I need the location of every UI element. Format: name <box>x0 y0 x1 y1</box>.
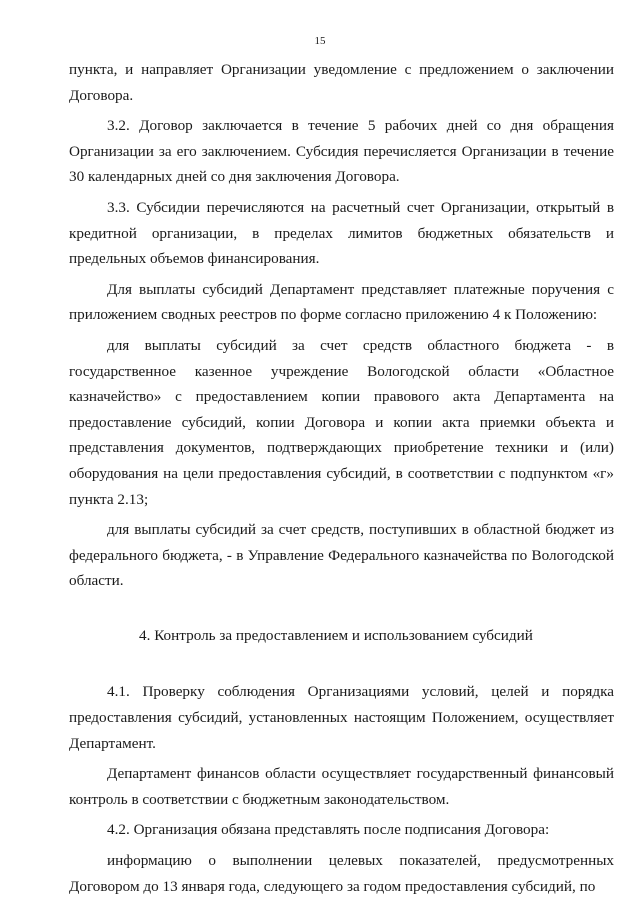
paragraph: 3.2. Договор заключается в течение 5 рабочих дней со дня обращения Организации за его заключением. Субсидия перечисляется Организации в течение 30 календарных дней со дня заключения Договора. <box>69 117 614 186</box>
paragraph: информацию о выполнении целевых показателей, предусмотренных Договором до 13 января года, следующего за годом предоставления субсидий, по <box>69 852 614 895</box>
paragraph: Для выплаты субсидий Департамент представляет платежные поручения с приложением сводных реестров по форме согласно приложению 4 к Положению: <box>69 280 614 324</box>
page-number: 15 <box>314 35 326 47</box>
paragraph: 4.1. Проверку соблюдения Организациями условий, целей и порядка предоставления субсидий, установленных настоящим Положением, осуществляет Департамент. <box>69 683 614 752</box>
document-body <box>69 57 614 904</box>
paragraph: Департамент финансов области осуществляет государственный финансовый контроль в соответствии с бюджетным законодательством. <box>69 765 614 808</box>
paragraph: 4.2. Организация обязана представлять после подписания Договора: <box>107 821 550 839</box>
paragraph: для выплаты субсидий за счет средств, поступивших в областной бюджет из федерального бюджета, - в Управление Федерального казначейства по Вологодской области. <box>69 521 614 590</box>
paragraph: пункта, и направляет Организации уведомление с предложением о заключении Договора. <box>69 61 614 104</box>
paragraph: для выплаты субсидий за счет средств областного бюджета - в государственное казенное учреждение Вологодской области «Областное казначейство» с предоставлением копии правового акта Департамента на предоставление субсидий, копии Договора и копии акта приемки объекта и представления документов, подтверждающих приобретение техники и (или) оборудования на цели предоставления субсидий, в соответствии с подпунктом «г» пункта 2.13; <box>69 336 614 508</box>
paragraph: 3.3. Субсидии перечисляются на расчетный счет Организации, открытый в кредитной организации, в пределах лимитов бюджетных обязательств и предельных объемов финансирования. <box>69 198 614 268</box>
section-heading: 4. Контроль за предоставлением и использованием субсидий <box>139 626 533 644</box>
